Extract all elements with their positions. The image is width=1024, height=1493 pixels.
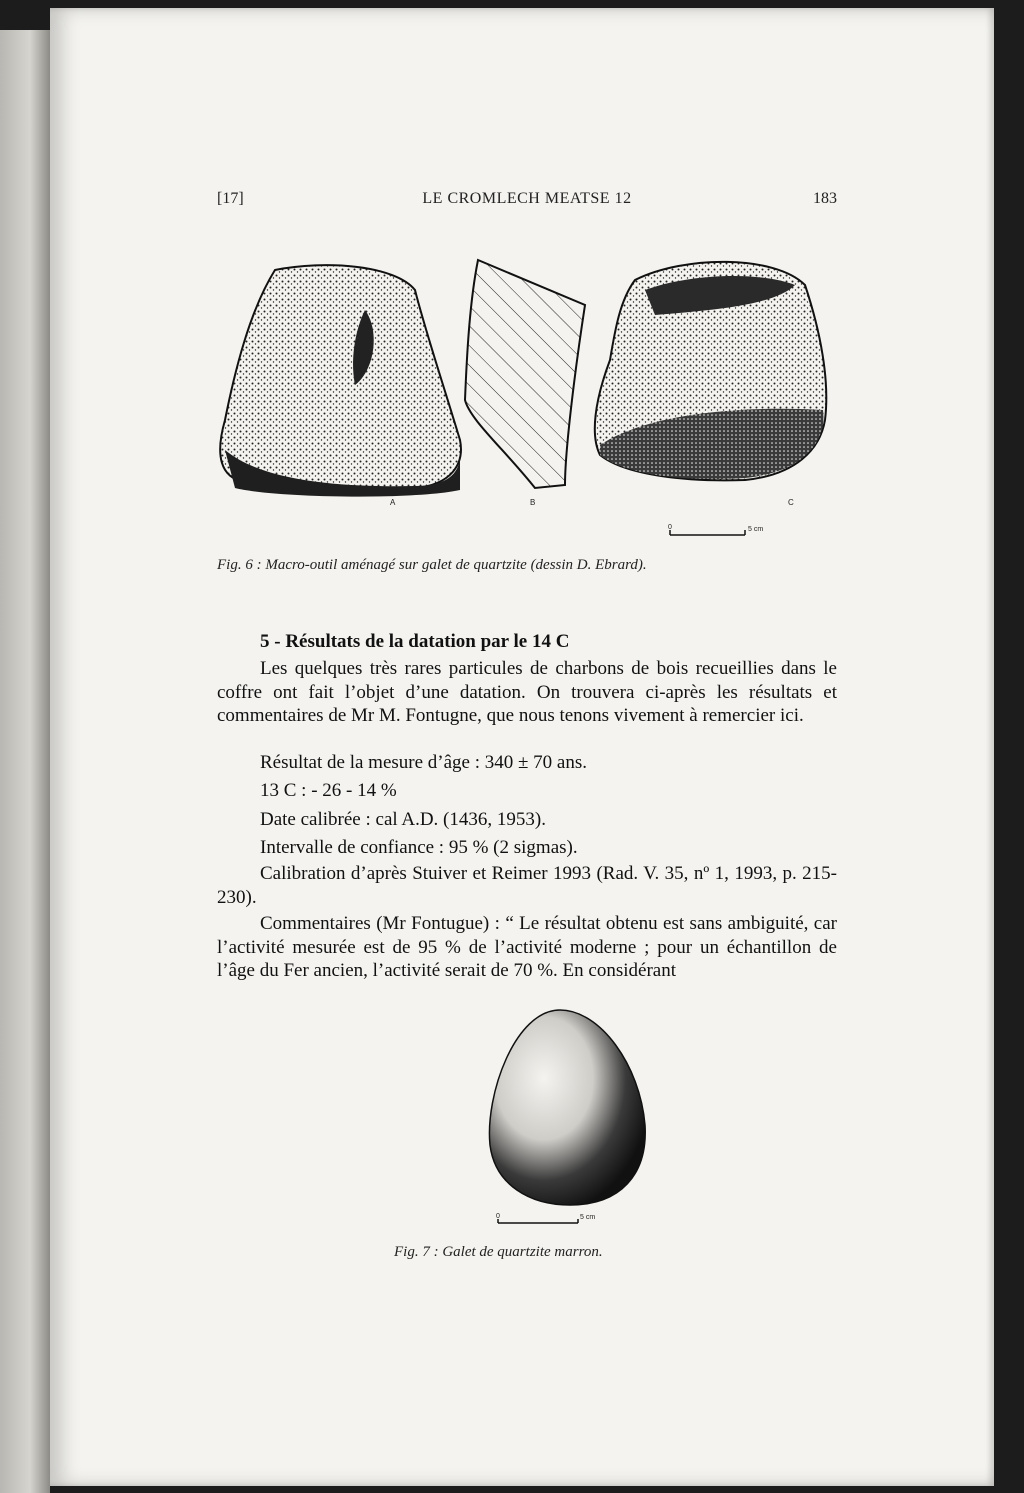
paragraph-intro: Les quelques très rares particules de charbons de bois recueillies dans le coffre ont fait l’objet d’une datation. On trouvera ci-après les résultats et commentaires de Mr M. Fontugne, que nous tenons vivement à remercier ici.: [217, 658, 837, 726]
pebble: [489, 1010, 645, 1205]
figure-6-drawing: [215, 250, 835, 560]
header-page-number: 183: [813, 190, 837, 207]
label-b: B: [530, 498, 536, 507]
page-header: [217, 190, 837, 214]
header-title: LE CROMLECH MEATSE 12: [422, 190, 632, 207]
figure-6-caption: Fig. 6 : Macro-outil aménagé sur galet de quartzite (dessin D. Ebrard).: [217, 557, 647, 573]
scale-bar-fig6: [668, 524, 763, 535]
figure-7-drawing: [470, 1005, 650, 1235]
artifact-a: [220, 265, 461, 496]
scale-zero-fig6: 0: [668, 524, 672, 531]
scale-bar-fig7: [496, 1213, 595, 1223]
line-date-calibree: Date calibrée : cal A.D. (1436, 1953).: [260, 809, 546, 830]
label-a: A: [390, 498, 396, 507]
section-heading: 5 - Résultats de la datation par le 14 C: [260, 631, 570, 652]
book-page: [50, 8, 994, 1486]
artifact-c: [595, 262, 827, 480]
scale-unit-fig7: 5 cm: [580, 1214, 596, 1221]
left-page-edge: [0, 30, 50, 1493]
figure-7-caption: Fig. 7 : Galet de quartzite marron.: [394, 1244, 603, 1260]
scale-zero-fig7: 0: [496, 1213, 500, 1220]
line-13c: 13 C : - 26 - 14 %: [260, 780, 397, 801]
scale-unit-fig6: 5 cm: [748, 526, 764, 533]
line-intervalle: Intervalle de confiance : 95 % (2 sigmas).: [260, 837, 578, 858]
paragraph-commentaires: Commentaires (Mr Fontugue) : “ Le résultat obtenu est sans ambiguité, car l’activité mesurée est de 95 % de l’activité moderne ; pour un échantillon de l’âge du Fer ancien, l’activité serait de 70 %. En considérant: [217, 913, 837, 981]
header-left-number: [17]: [217, 190, 244, 207]
paragraph-calibration: Calibration d’après Stuiver et Reimer 1993 (Rad. V. 35, nº 1, 1993, p. 215-230).: [217, 863, 837, 908]
artifact-b-section: [465, 260, 585, 488]
label-c: C: [788, 498, 794, 507]
line-mesure: Résultat de la mesure d’âge : 340 ± 70 ans.: [260, 752, 588, 773]
